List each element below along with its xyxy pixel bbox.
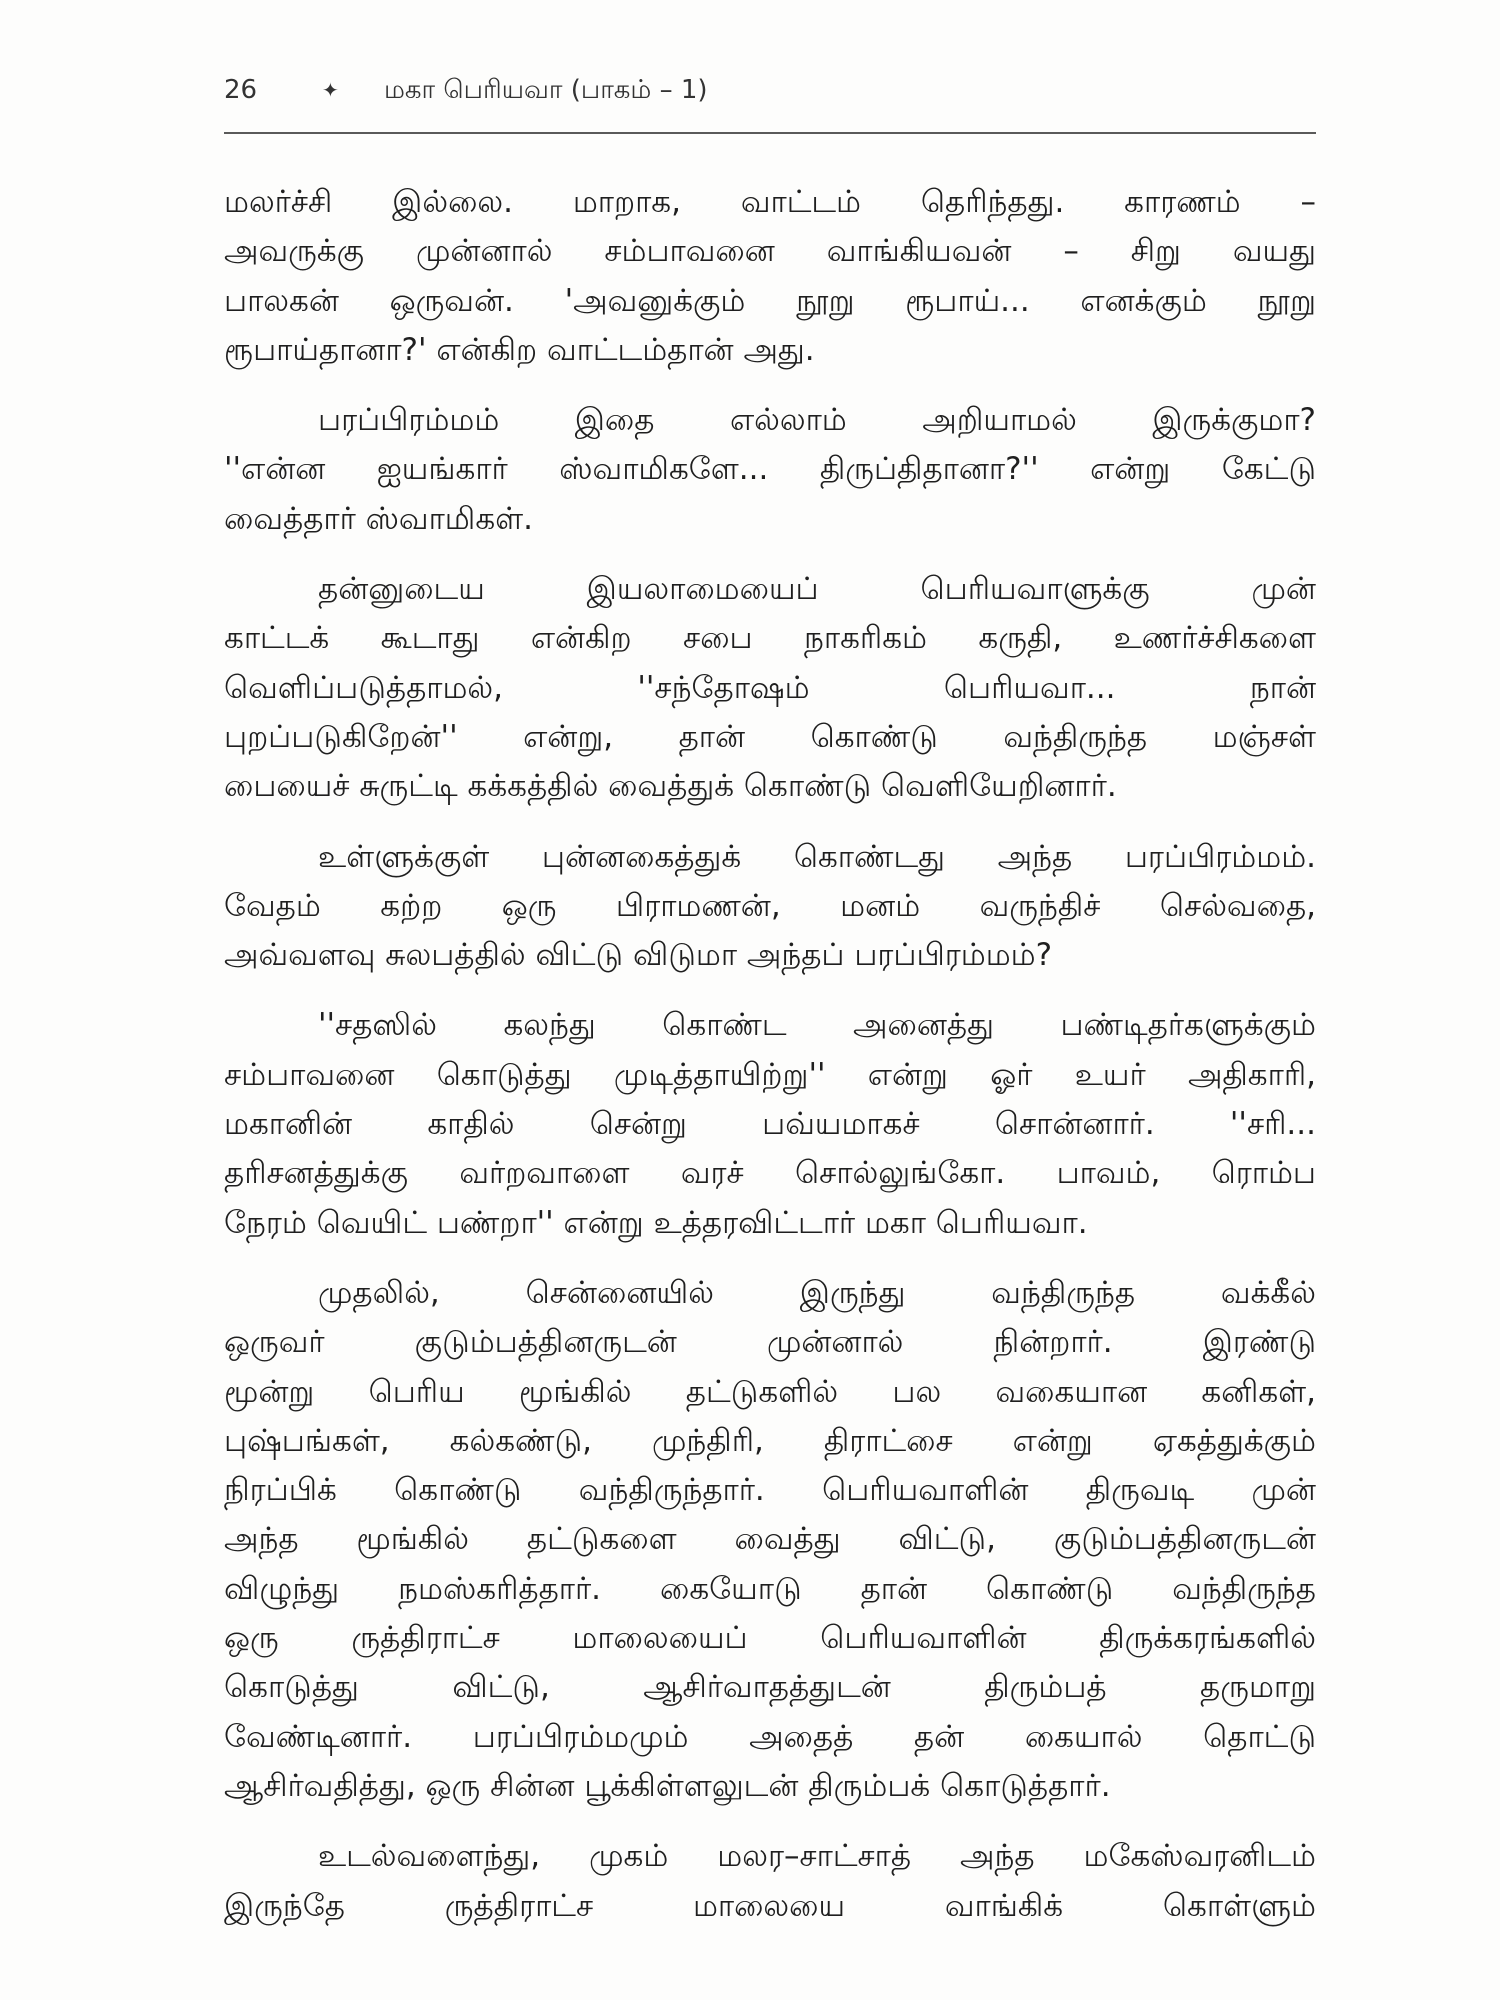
text-line: அவருக்கு முன்னால் சம்பாவனை வாங்கியவன் – சிறு வயது [224,233,1316,270]
paragraph [224,396,1316,544]
text-line: நிரப்பிக் கொண்டு வந்திருந்தார். பெரியவாளின் திருவடி முன் [224,1472,1316,1509]
text-line: சம்பாவனை கொடுத்து முடித்தாயிற்று'' என்று ஓர் உயர் அதிகாரி, [224,1056,1316,1093]
text-line: தரிசனத்துக்கு வர்றவாளை வரச் சொல்லுங்கோ. பாவம், ரொம்ப [224,1155,1316,1192]
text-line: நேரம் வெயிட் பண்றா'' என்று உத்தரவிட்டார் மகா பெரியவா. [224,1204,1088,1241]
running-title: மகா பெரியவா (பாகம் – 1) [384,75,708,105]
text-line: ''என்ன ஐயங்கார் ஸ்வாமிகளே... திருப்திதானா?'' என்று கேட்டு [224,451,1316,488]
paragraph [224,833,1316,981]
text-line: வெளிப்படுத்தாமல், ''சந்தோஷம் பெரியவா... நான் [224,669,1316,706]
text-line: பரப்பிரம்மம் இதை எல்லாம் அறியாமல் இருக்குமா? [318,402,1316,439]
text-line: அவ்வளவு சுலபத்தில் விட்டு விடுமா அந்தப் பரப்பிரம்மம்? [224,937,1053,974]
paragraph [224,1832,1316,1931]
text-line: மகானின் காதில் சென்று பவ்யமாகச் சொன்னார். ''சரி... [224,1106,1316,1143]
text-line: புறப்படுகிறேன்'' என்று, தான் கொண்டு வந்திருந்த மஞ்சள் [224,718,1316,755]
running-header [0,72,1500,108]
text-line: பையைச் சுருட்டி கக்கத்தில் வைத்துக் கொண்டு வெளியேறினார். [224,768,1117,805]
paragraph [224,1001,1316,1247]
text-line: முதலில், சென்னையில் இருந்து வந்திருந்த வக்கீல் [318,1274,1316,1311]
text-line: ஒரு ருத்திராட்ச மாலையைப் பெரியவாளின் திருக்கரங்களில் [224,1620,1316,1657]
text-line: உடல்வளைந்து, முகம் மலர–சாட்சாத் அந்த மகேஸ்வரனிடம் [318,1838,1316,1875]
text-line: காட்டக் கூடாது என்கிற சபை நாகரிகம் கருதி, உணர்ச்சிகளை [224,620,1316,657]
text-line: ''சதஸில் கலந்து கொண்ட அனைத்து பண்டிதர்களுக்கும் [318,1007,1316,1044]
text-line: வைத்தார் ஸ்வாமிகள். [224,500,533,537]
body-text [224,178,1316,1931]
text-line: தன்னுடைய இயலாமையைப் பெரியவாளுக்கு முன் [318,571,1316,608]
text-line: கொடுத்து விட்டு, ஆசிர்வாதத்துடன் திரும்பத் தருமாறு [224,1669,1316,1706]
text-line: பாலகன் ஒருவன். 'அவனுக்கும் நூறு ரூபாய்... எனக்கும் நூறு [224,282,1316,319]
text-line: மலர்ச்சி இல்லை. மாறாக, வாட்டம் தெரிந்தது. காரணம் – [224,184,1316,220]
paragraph [224,565,1316,811]
text-line: ஆசிர்வதித்து, ஒரு சின்ன பூக்கிள்ளலுடன் திரும்பக் கொடுத்தார். [224,1767,1111,1804]
ornament-icon: ✦ [322,78,339,102]
text-line: விழுந்து நமஸ்கரித்தார். கையோடு தான் கொண்டு வந்திருந்த [224,1570,1316,1607]
text-line: இருந்தே ருத்திராட்ச மாலையை வாங்கிக் கொள்ளும் [224,1887,1316,1924]
paragraph [224,178,1316,375]
text-line: உள்ளுக்குள் புன்னகைத்துக் கொண்டது அந்த பரப்பிரம்மம். [318,838,1316,875]
text-line: வேண்டினார். பரப்பிரம்மமும் அதைத் தன் கையால் தொட்டு [224,1718,1316,1755]
text-line: புஷ்பங்கள், கல்கண்டு, முந்திரி, திராட்சை என்று ஏகத்துக்கும் [224,1422,1316,1459]
text-line: மூன்று பெரிய மூங்கில் தட்டுகளில் பல வகையான கனிகள், [224,1373,1316,1410]
header-rule [224,132,1316,134]
text-line: ஒருவர் குடும்பத்தினருடன் முன்னால் நின்றார். இரண்டு [224,1324,1316,1361]
page-number: 26 [224,75,258,105]
text-line: அந்த மூங்கில் தட்டுகளை வைத்து விட்டு, குடும்பத்தினருடன் [224,1521,1316,1558]
paragraph [224,1269,1316,1811]
text-line: வேதம் கற்ற ஒரு பிராமணன், மனம் வருந்திச் செல்வதை, [224,887,1316,924]
text-line: ரூபாய்தானா?' என்கிற வாட்டம்தான் அது. [224,331,815,368]
